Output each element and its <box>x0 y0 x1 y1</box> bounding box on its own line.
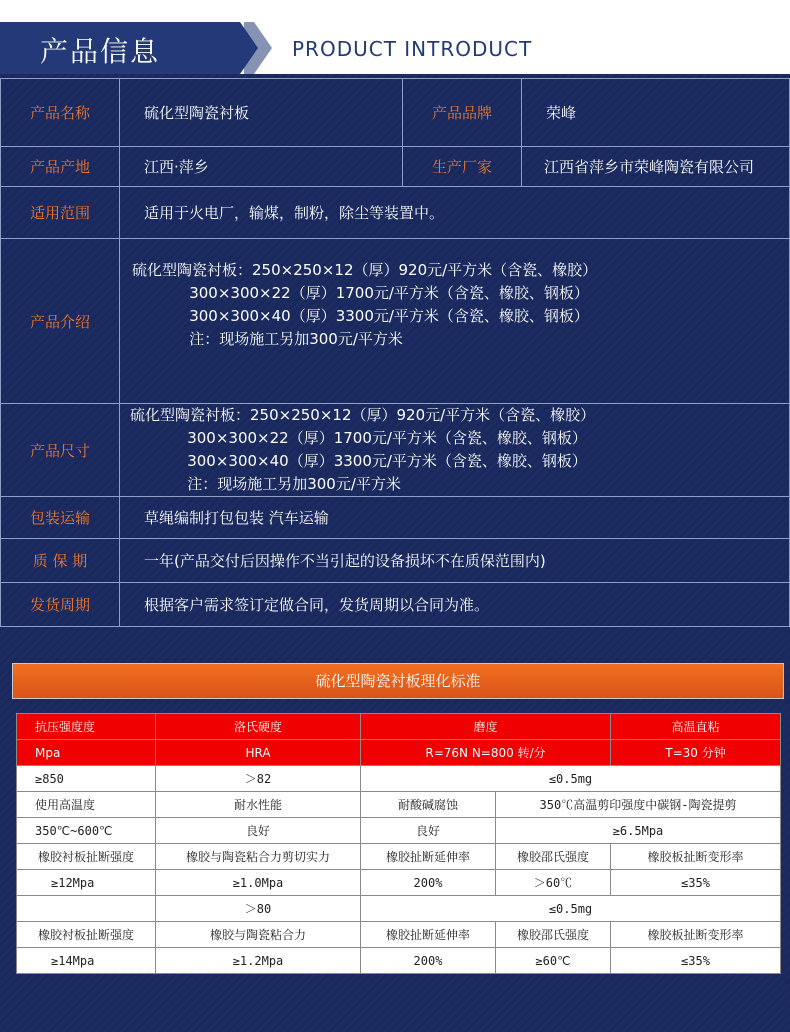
warranty-label: 质 保 期 <box>1 539 120 583</box>
info-row <box>1 404 790 497</box>
name-label: 产品名称 <box>1 79 120 147</box>
intro-label: 产品介绍 <box>1 239 120 404</box>
pack-value: 草绳编制打包包装 汽车运输 <box>120 497 790 539</box>
size-line: 硫化型陶瓷衬板：250×250×12（厚）920元/平方米（含瓷、橡胶） <box>130 406 596 424</box>
spec-header: 高温直粘 <box>611 714 781 740</box>
delivery-label: 发货周期 <box>1 583 120 627</box>
scope-value: 适用于火电厂，输煤，制粉，除尘等装置中。 <box>120 187 790 239</box>
spec-row <box>17 922 781 948</box>
header-strip <box>0 0 790 22</box>
spec-header: Mpa <box>17 740 156 766</box>
spec-cell: ≥14Mpa <box>17 948 156 974</box>
section-title-en: PRODUCT INTRODUCT <box>292 37 533 61</box>
spec-cell: ≤35% <box>611 948 781 974</box>
spec-row <box>17 844 781 870</box>
origin-value: 江西·萍乡 <box>120 147 403 187</box>
spec-cell: 橡胶与陶瓷粘合力剪切实力 <box>156 844 361 870</box>
info-row <box>1 147 790 187</box>
info-row <box>1 497 790 539</box>
spec-cell <box>17 896 156 922</box>
spec-header: T=30 分钟 <box>611 740 781 766</box>
spec-cell: 橡胶衬板扯断强度 <box>17 922 156 948</box>
spec-row <box>17 948 781 974</box>
brand-label: 产品品牌 <box>403 79 522 147</box>
spec-cell: 200% <box>361 948 496 974</box>
size-line: 300×300×40（厚）3300元/平方米（含瓷、橡胶、钢板） <box>130 452 587 470</box>
spec-cell: 350℃高温剪印强度中碳钢-陶瓷提剪 <box>496 792 781 818</box>
info-row <box>1 239 790 404</box>
spec-cell: 良好 <box>361 818 496 844</box>
spec-header-row <box>17 714 781 740</box>
spec-cell: 橡胶邵氏强度 <box>496 844 611 870</box>
spec-row <box>17 792 781 818</box>
size-label: 产品尺寸 <box>1 404 120 497</box>
spec-cell: ＞60℃ <box>496 870 611 896</box>
spec-cell: 使用高温度 <box>17 792 156 818</box>
info-row <box>1 187 790 239</box>
spec-row <box>17 870 781 896</box>
spec-cell: ≥1.2Mpa <box>156 948 361 974</box>
spec-cell: 橡胶板扯断变形率 <box>611 922 781 948</box>
scope-label: 适用范围 <box>1 187 120 239</box>
spec-cell: ≤0.5mg <box>361 766 781 792</box>
spec-header: 抗压强度度 <box>17 714 156 740</box>
product-info-table <box>0 78 790 627</box>
spec-cell: ≥1.0Mpa <box>156 870 361 896</box>
pack-label: 包装运输 <box>1 497 120 539</box>
intro-value <box>120 239 790 404</box>
spec-header: 磨度 <box>361 714 611 740</box>
size-value <box>120 404 790 497</box>
warranty-value: 一年(产品交付后因操作不当引起的设备损坏不在质保范围内) <box>120 539 790 583</box>
spec-cell: 橡胶板扯断变形率 <box>611 844 781 870</box>
spec-header-row <box>17 740 781 766</box>
spec-cell: 良好 <box>156 818 361 844</box>
brand-value: 荣峰 <box>522 79 790 147</box>
maker-label: 生产厂家 <box>403 147 522 187</box>
spec-cell: 橡胶与陶瓷粘合力 <box>156 922 361 948</box>
name-value: 硫化型陶瓷衬板 <box>120 79 403 147</box>
spec-cell: 耐水性能 <box>156 792 361 818</box>
delivery-value: 根据客户需求签订定做合同，发货周期以合同为准。 <box>120 583 790 627</box>
spec-cell: 橡胶邵氏强度 <box>496 922 611 948</box>
intro-line: 注：现场施工另加300元/平方米 <box>132 330 403 348</box>
spec-cell: 橡胶扯断延伸率 <box>361 922 496 948</box>
info-row <box>1 583 790 627</box>
spec-header: R=76N N=800 转/分 <box>361 740 611 766</box>
info-row <box>1 539 790 583</box>
spec-cell: 200% <box>361 870 496 896</box>
maker-value: 江西省萍乡市荣峰陶瓷有限公司 <box>522 147 790 187</box>
spec-cell: ＞80 <box>156 896 361 922</box>
spec-cell: 橡胶衬板扯断强度 <box>17 844 156 870</box>
spec-cell: 350℃~600℃ <box>17 818 156 844</box>
spec-cell: ＞82 <box>156 766 361 792</box>
spec-row <box>17 818 781 844</box>
spec-cell: 橡胶扯断延伸率 <box>361 844 496 870</box>
spec-row <box>17 896 781 922</box>
spec-header: HRA <box>156 740 361 766</box>
section-title-cn: 产品信息 <box>40 35 161 68</box>
spec-cell: ≥60℃ <box>496 948 611 974</box>
spec-row <box>17 766 781 792</box>
spec-section-title: 硫化型陶瓷衬板理化标准 <box>12 663 784 699</box>
spec-header: 洛氏硬度 <box>156 714 361 740</box>
spec-cell: ≤0.5mg <box>361 896 781 922</box>
spec-cell: ≥12Mpa <box>17 870 156 896</box>
intro-line: 300×300×22（厚）1700元/平方米（含瓷、橡胶、钢板） <box>132 284 589 302</box>
spec-cell: ≤35% <box>611 870 781 896</box>
size-line: 注：现场施工另加300元/平方米 <box>130 475 401 493</box>
info-row <box>1 79 790 147</box>
spec-cell: 耐酸碱腐蚀 <box>361 792 496 818</box>
intro-line: 硫化型陶瓷衬板：250×250×12（厚）920元/平方米（含瓷、橡胶） <box>132 261 598 279</box>
spec-cell: ≥850 <box>17 766 156 792</box>
origin-label: 产品产地 <box>1 147 120 187</box>
size-line: 300×300×22（厚）1700元/平方米（含瓷、橡胶、钢板） <box>130 429 587 447</box>
intro-line: 300×300×40（厚）3300元/平方米（含瓷、橡胶、钢板） <box>132 307 589 325</box>
spec-table <box>16 713 781 974</box>
spec-cell: ≥6.5Mpa <box>496 818 781 844</box>
